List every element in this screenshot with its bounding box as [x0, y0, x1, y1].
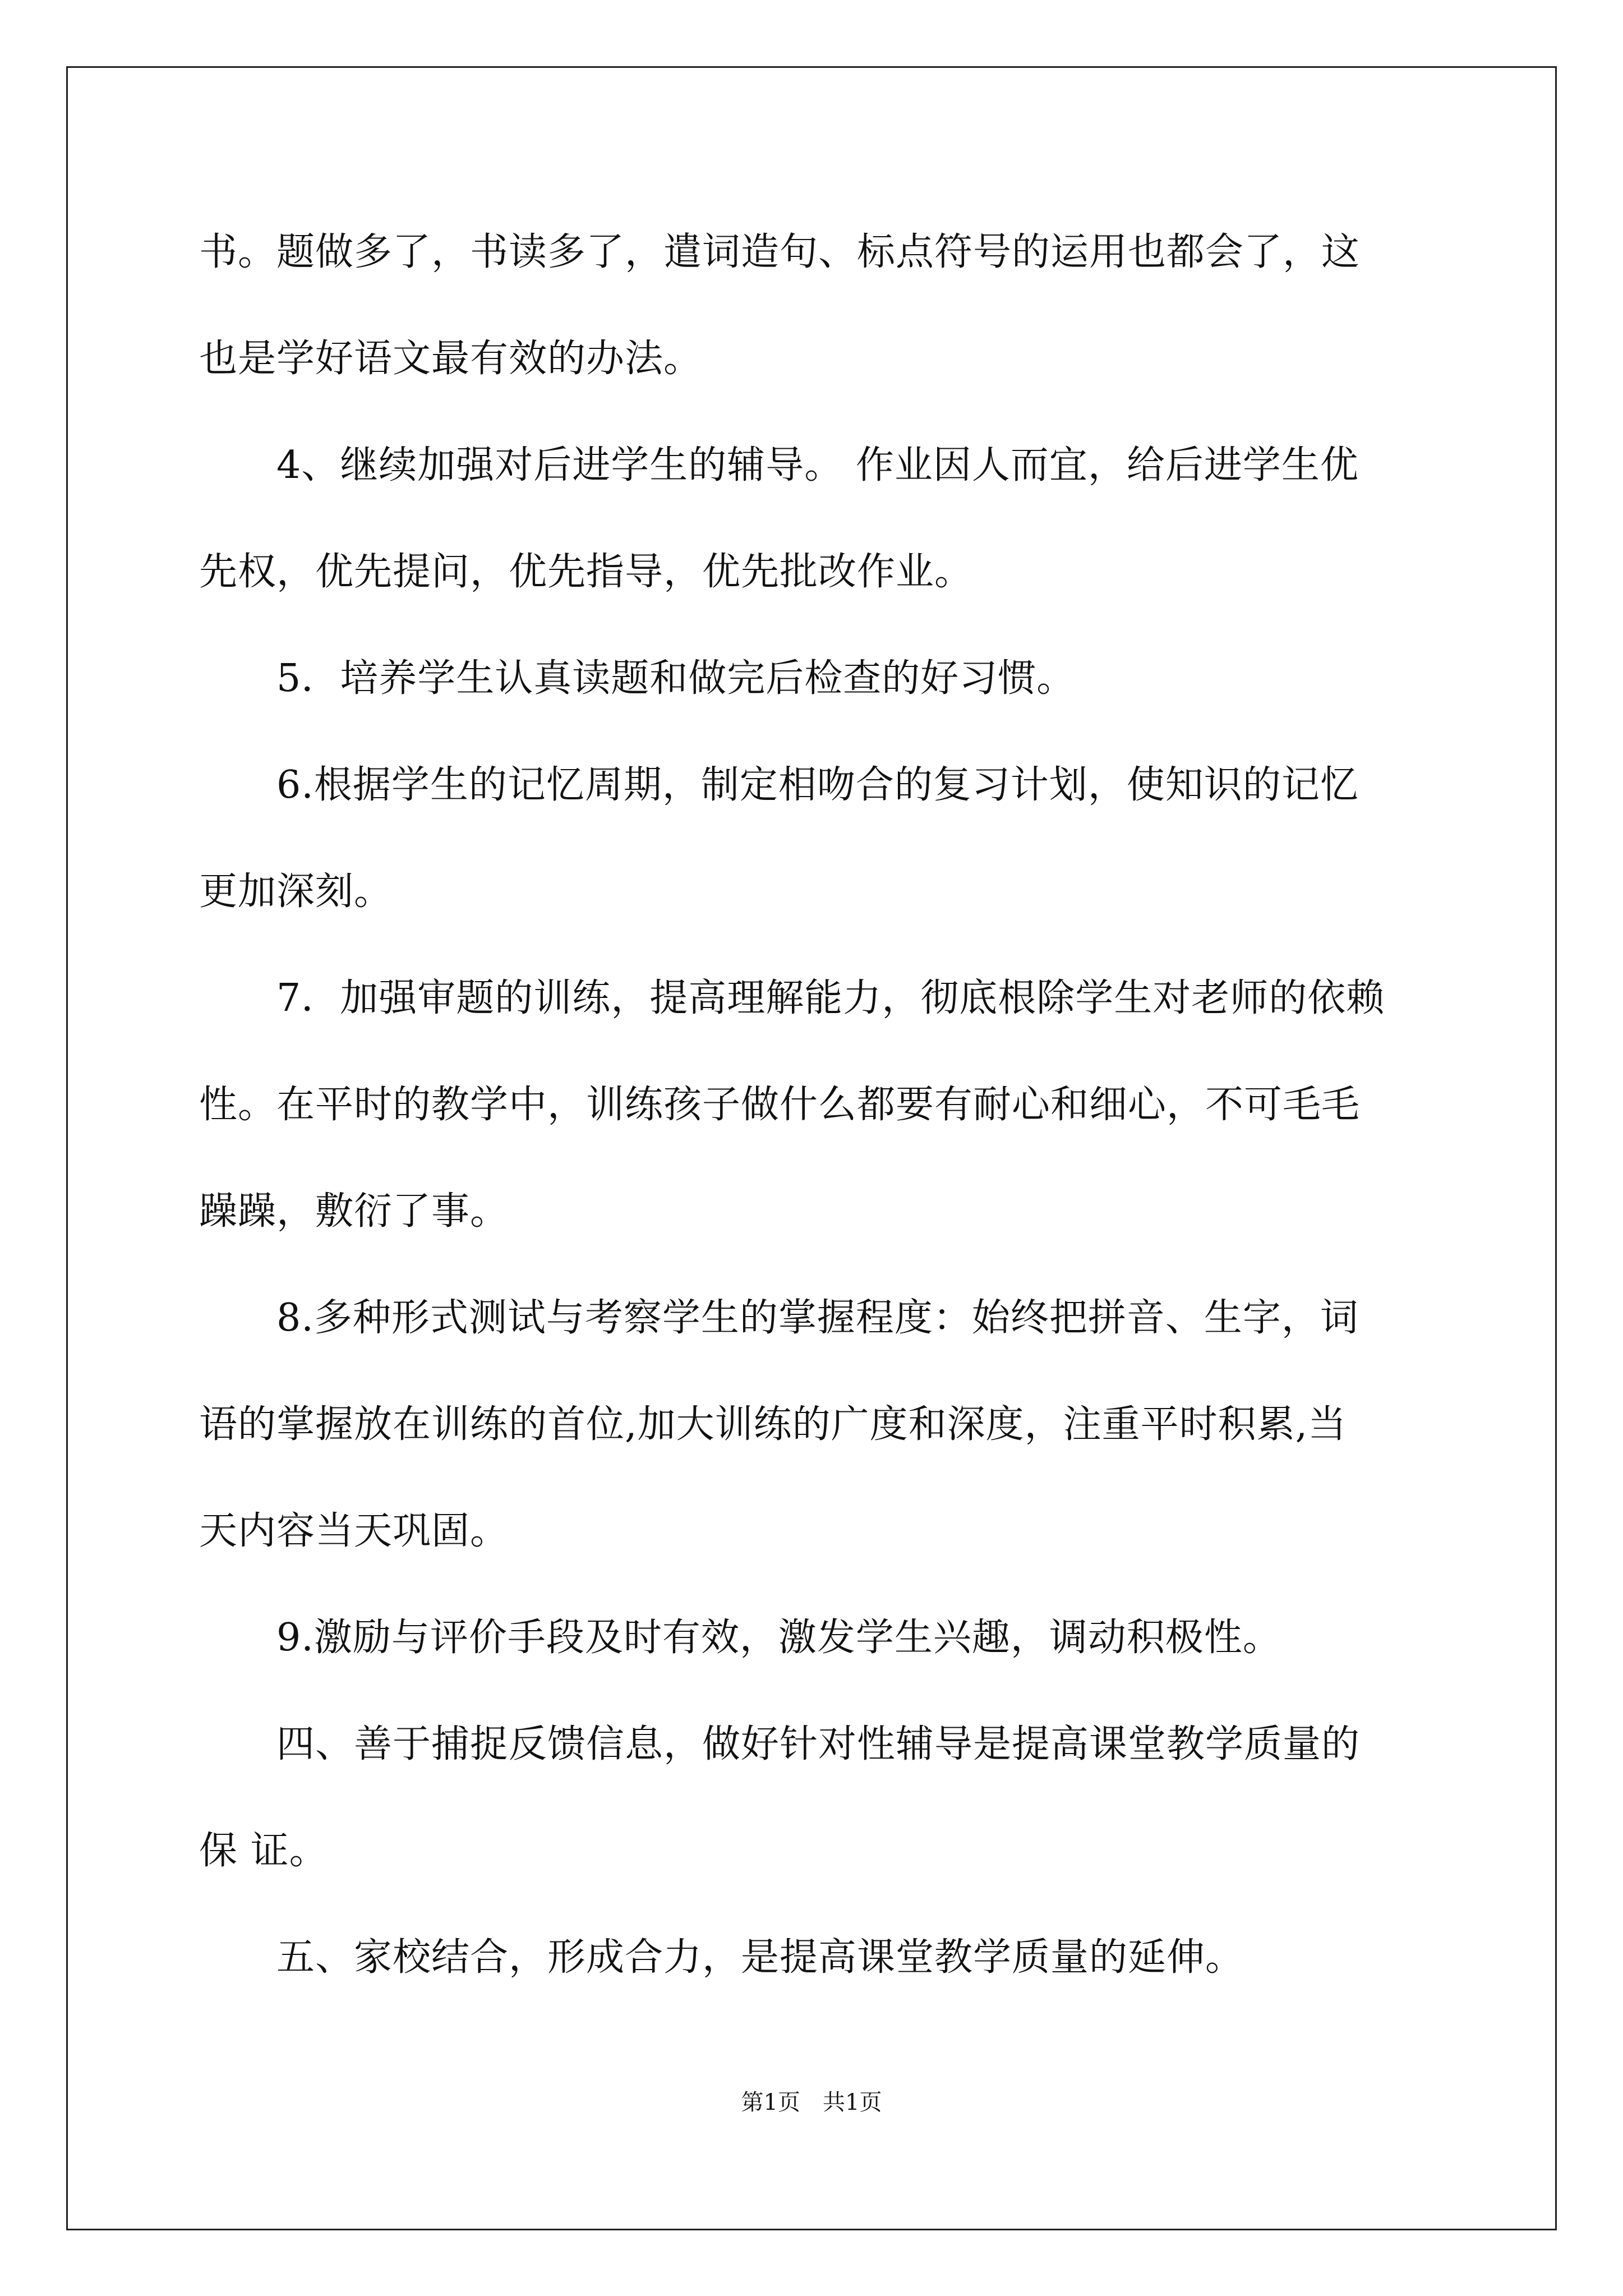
text-line: 先权，优先提问，优先指导，优先批改作业。 [199, 550, 974, 594]
text-line: 更加深刻。 [199, 869, 393, 914]
text-line: 5．培养学生认真读题和做完后检查的好习惯。 [199, 656, 1076, 701]
text-line: 性。在平时的教学中，训练孩子做什么都要有耐心和细心，不可毛毛 [199, 1083, 1361, 1127]
text-line: 语的掌握放在训练的首位,加大训练的广度和深度，注重平时积累,当 [199, 1402, 1347, 1447]
text-line: 9.激励与评价手段及时有效，激发学生兴趣，调动积极性。 [199, 1616, 1281, 1660]
page-number: 第1页 共1页 [741, 2090, 882, 2115]
page-footer [0, 2086, 1623, 2119]
document-body [199, 199, 1430, 2011]
text-line: 6.根据学生的记忆周期，制定相吻合的复习计划，使知识的记忆 [199, 763, 1359, 807]
text-line: 天内容当天巩固。 [199, 1509, 509, 1553]
text-line: 五、家校结合，形成合力，是提高课堂教学质量的延伸。 [199, 1935, 1244, 1980]
text-line: 7．加强审题的训练，提高理解能力，彻底根除学生对老师的依赖 [199, 976, 1385, 1020]
text-line: 也是学好语文最有效的办法。 [199, 337, 703, 381]
text-line: 4、继续加强对后进学生的辅导。 作业因人而宜，给后进学生优 [199, 443, 1359, 487]
text-line: 书。题做多了，书读多了，遣词造句、标点符号的运用也都会了，这 [199, 230, 1361, 274]
text-line: 8.多种形式测试与考察学生的掌握程度：始终把拼音、生字，词 [199, 1296, 1359, 1340]
text-line: 四、善于捕捉反馈信息，做好针对性辅导是提高课堂教学质量的 [199, 1722, 1361, 1766]
text-line: 躁躁，敷衍了事。 [199, 1189, 509, 1234]
text-line: 保 证。 [199, 1829, 328, 1873]
